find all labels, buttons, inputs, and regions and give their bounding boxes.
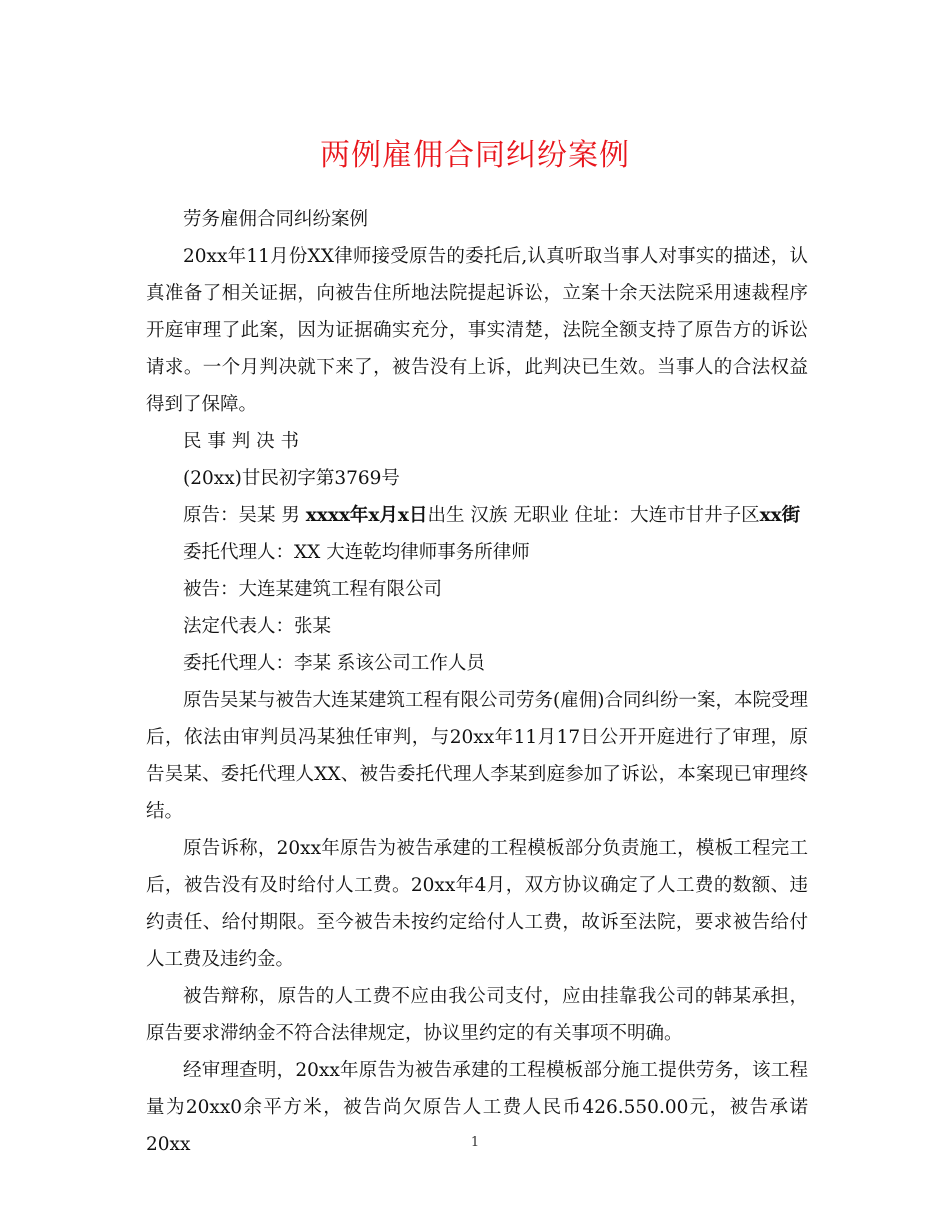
plaintiff-prefix: 原告：吴某 男 <box>183 505 306 526</box>
legal-representative: 法定代表人：张某 <box>183 616 332 637</box>
page-number: 1 <box>470 1135 480 1150</box>
claim-paragraph: 原告诉称，20xx年原告为被告承建的工程模板部分负责施工，模板工程完工后，被告没有及时给付人工费。20xx年4月，双方协议确定了人工费的数额、违约责任、给付期限。至今被告未按约定给付人工费，故诉至法院，要求被告给付人工费及违约金。 <box>146 838 808 970</box>
defendant-line: 被告：大连某建筑工程有限公司 <box>183 579 443 600</box>
plaintiff-details: 出生 汉族 无职业 住址：大连市甘井子区 <box>427 505 760 526</box>
judgment-title: 民 事 判 决 书 <box>183 431 300 452</box>
plaintiff-street: xx街 <box>759 505 801 526</box>
plaintiff-birth: xxxx年x月x日 <box>305 505 428 526</box>
intro-paragraph: 20xx年11月份XX律师接受原告的委托后,认真听取当事人对事实的描述，认真准备了相关证据，向被告住所地法院提起诉讼，立案十余天法院采用速裁程序开庭审理了此案，因为证据确实充分，事实清楚，法院全额支持了原告方的诉讼请求。一个月判决就下来了，被告没有上诉，此判决已生效。当事人的合法权益得到了保障。 <box>146 246 808 415</box>
defendant-agent: 委托代理人：李某 系该公司工作人员 <box>183 653 485 674</box>
defense-paragraph: 被告辩称，原告的人工费不应由我公司支付，应由挂靠我公司的韩某承担，原告要求滞纳金不符合法律规定，协议里约定的有关事项不明确。 <box>146 986 808 1044</box>
plaintiff-agent: 委托代理人：XX 大连乾均律师事务所律师 <box>183 542 530 563</box>
document-title: 两例雇佣合同纠纷案例 <box>320 138 630 173</box>
case-number: (20xx)甘民初字第3769号 <box>183 468 400 489</box>
plaintiff-line <box>146 497 808 534</box>
section-heading: 劳务雇佣合同纠纷案例 <box>183 209 369 230</box>
finding-paragraph: 经审理查明，20xx年原告为被告承建的工程模板部分施工提供劳务，该工程量为20xx0余平方米，被告尚欠原告人工费人民币426.550.00元，被告承诺20xx <box>146 1060 808 1155</box>
case-paragraph: 原告吴某与被告大连某建筑工程有限公司劳务(雇佣)合同纠纷一案，本院受理后，依法由审判员冯某独任审判，与20xx年11月17日公开开庭进行了审理，原告吴某、委托代理人XX、被告委托代理人李某到庭参加了诉讼，本案现已审理终结。 <box>146 690 808 822</box>
